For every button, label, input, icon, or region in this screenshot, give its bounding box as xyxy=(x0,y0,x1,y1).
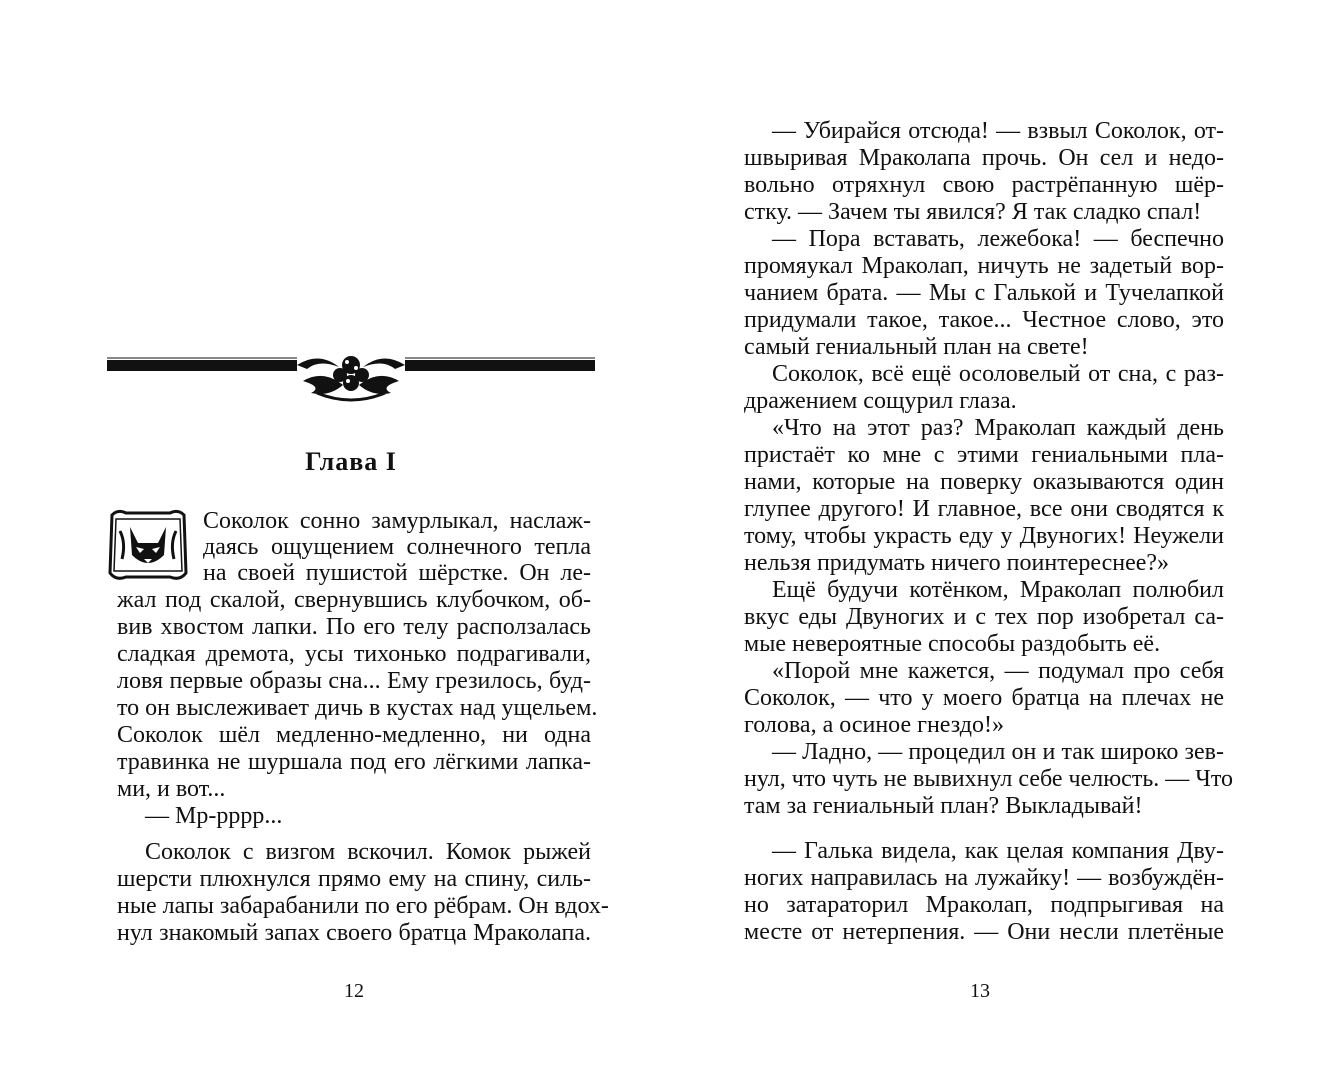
text-line: травинка не шуршала под его лёгкими лапка- xyxy=(117,749,591,775)
text-line: Соколок, всё ещё осоловелый от сна, с раз- xyxy=(772,361,1224,387)
text-line: ные лапы забарабанили по его рёбрам. Он вдох- xyxy=(117,893,609,919)
text-line: шерсти плюхнулся прямо ему на спину, силь- xyxy=(117,866,591,892)
chapter-title: Глава I xyxy=(305,447,397,476)
text-line: ногих направилась на лужайку! — возбуждён- xyxy=(744,865,1224,891)
text-line: «Что на этот раз? Мраколап каждый день xyxy=(772,415,1224,441)
text-line: даясь ощущением солнечного тепла xyxy=(203,534,591,560)
text-line: промяукал Мраколап, ничуть не задетый вор- xyxy=(744,253,1224,279)
text-line: сладкая дремота, усы тихонько подрагивали, xyxy=(117,641,591,667)
text-line: нельзя придумать ничего поинтереснее?» xyxy=(744,550,1170,576)
text-line: но затараторил Мраколап, подпрыгивая на xyxy=(744,892,1224,918)
text-line: месте от нетерпения. — Они несли плетёные xyxy=(744,919,1224,945)
text-line: Соколок сонно замурлыкал, наслаж- xyxy=(203,508,591,534)
text-line: нул, что чуть не вывихнул себе челюсть. — Что xyxy=(744,766,1234,792)
text-line: — Пора вставать, лежебока! — беспечно xyxy=(772,226,1224,252)
text-line: пристаёт ко мне с этими гениальными пла- xyxy=(744,442,1224,468)
page-number: 12 xyxy=(344,980,364,1002)
text-line: ми, и вот... xyxy=(117,776,226,802)
cat-head-icon xyxy=(106,507,190,583)
chapter-ornament xyxy=(107,345,595,407)
text-line: там за гениальный план? Выкладывай! xyxy=(744,793,1143,819)
text-line: Соколок с визгом вскочил. Комок рыжей xyxy=(145,839,591,865)
text-line: стку. — Зачем ты явился? Я так сладко спал! xyxy=(744,199,1202,225)
left-page xyxy=(0,0,668,1080)
text-line: — Мр-рррр... xyxy=(145,803,283,829)
text-line: Соколок шёл медленно-медленно, ни одна xyxy=(117,722,591,748)
text-line: Ещё будучи котёнком, Мраколап полюбил xyxy=(772,577,1224,603)
right-page xyxy=(668,0,1337,1080)
text-line: «Порой мне кажется, — подумал про себя xyxy=(772,658,1224,684)
text-line: Соколок, — что у моего братца на плечах не xyxy=(744,685,1224,711)
text-line: дражением сощурил глаза. xyxy=(744,388,1017,414)
text-line: нами, которые на поверку оказываются один xyxy=(744,469,1224,495)
text-line: жал под скалой, свернувшись клубочком, об- xyxy=(117,587,591,613)
text-line: вкус еды Двуногих и с тех пор изобретал са- xyxy=(744,604,1224,630)
text-line: на своей пушистой шёрстке. Он ле- xyxy=(203,560,591,586)
text-line: нул знакомый запах своего братца Мраколапа. xyxy=(117,920,591,946)
text-line: мые невероятные способы раздобыть её. xyxy=(744,631,1161,657)
text-line: — Ладно, — процедил он и так широко зев- xyxy=(772,739,1224,765)
text-line: — Убирайся отсюда! — взвыл Соколок, от- xyxy=(772,118,1224,144)
text-line: швыривая Мраколапа прочь. Он сел и недо- xyxy=(744,145,1224,171)
text-line: вольно отряхнул свою растрёпанную шёр- xyxy=(744,172,1224,198)
text-line: чанием брата. — Мы с Галькой и Тучелапкой xyxy=(744,280,1224,306)
text-line: ловя первые образы сна... Ему грезилось, буд- xyxy=(117,668,591,694)
text-line: голова, а осиное гнездо!» xyxy=(744,712,1004,738)
text-line: тому, чтобы украсть еду у Двуногих! Неужели xyxy=(744,523,1224,549)
text-line: то он выслеживает дичь в кустах над ущельем. xyxy=(117,695,598,721)
text-line: — Галька видела, как целая компания Дву- xyxy=(772,838,1224,864)
text-line: самый гениальный план на свете! xyxy=(744,334,1089,360)
page-number: 13 xyxy=(970,980,990,1002)
text-line: глупее другого! И главное, все они сводятся к xyxy=(744,496,1224,522)
text-line: придумали такое, такое... Честное слово, это xyxy=(744,307,1224,333)
text-line: вив хвостом лапки. По его телу расползалась xyxy=(117,614,591,640)
